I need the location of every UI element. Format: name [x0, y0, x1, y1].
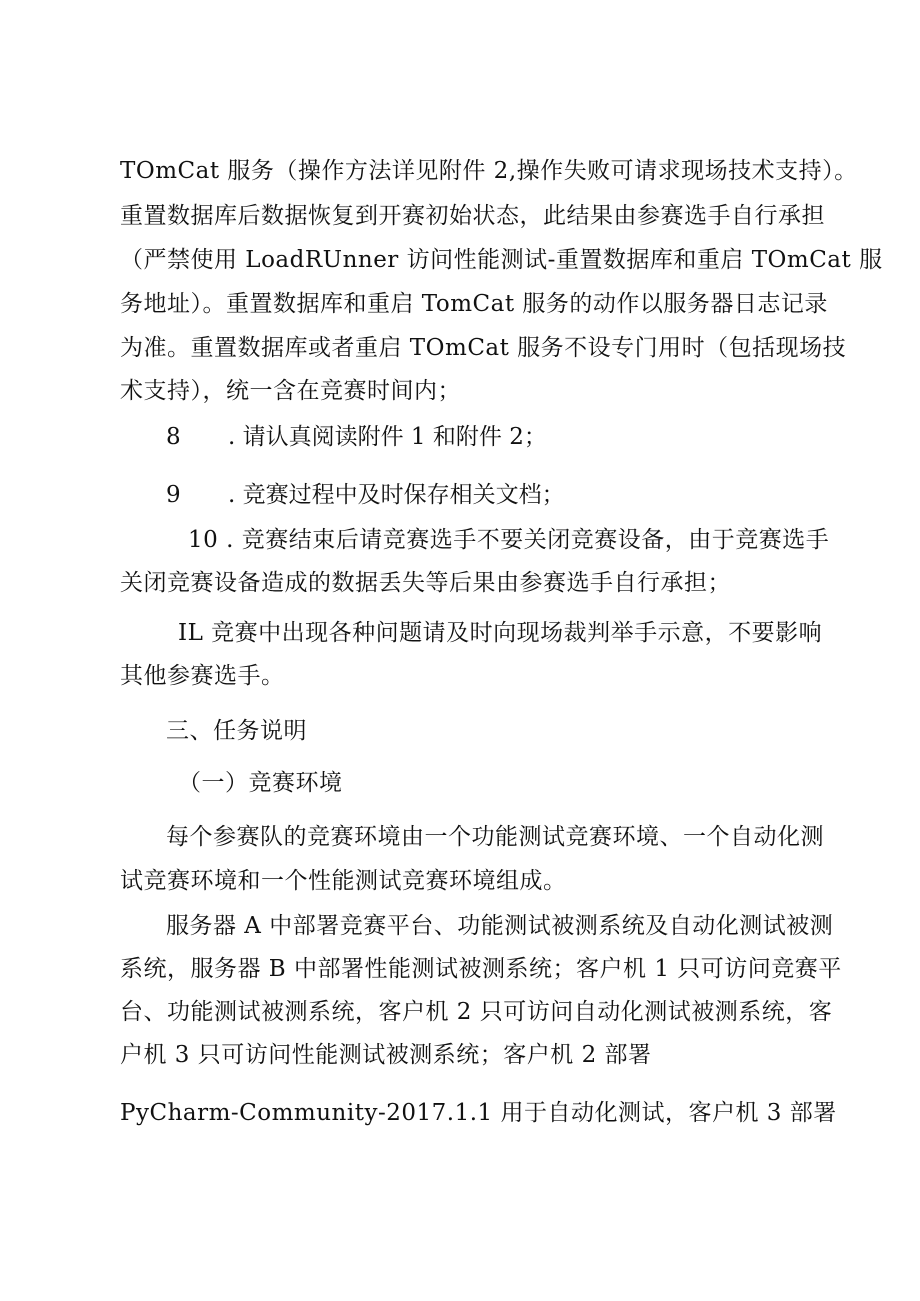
rule-7-line-3: （严禁使用 LoadRUnner 访问性能测试-重置数据库和重启 TOmCat 服	[120, 247, 883, 273]
servers-line-4: 户机 3 只可访问性能测试被测系统；客户机 2 部署	[120, 1042, 652, 1068]
item-8-text: . 请认真阅读附件 1 和附件 2；	[228, 424, 547, 450]
rule-7-line-1: TOmCat 服务（操作方法详见附件 2,操作失败可请求现场技术支持）。	[120, 158, 858, 184]
item-9-number: 9	[166, 482, 181, 508]
item-10-line-2: 关闭竞赛设备造成的数据丢失等后果由参赛选手自行承担；	[120, 570, 731, 596]
rule-7-line-4: 务地址）。重置数据库和重启 TomCat 服务的动作以服务器日志记录	[120, 291, 828, 317]
item-9-text: . 竞赛过程中及时保存相关文档；	[228, 482, 565, 508]
item-8-number: 8	[166, 424, 181, 450]
pycharm-line: PyCharm-Community-2017.1.1 用于自动化测试，客户机 3 部署	[120, 1100, 837, 1126]
item-10-line-1: 10 . 竞赛结束后请竞赛选手不要关闭竞赛设备，由于竞赛选手	[188, 527, 830, 553]
servers-line-3: 台、功能测试被测系统，客户机 2 只可访问自动化测试被测系统，客	[120, 999, 833, 1025]
section-heading: 三、任务说明	[166, 718, 307, 744]
rule-7-line-5: 为准。重置数据库或者重启 TOmCat 服务不设专门用时（包括现场技	[120, 335, 847, 361]
rule-7-line-6: 术支持），统一含在竞赛时间内；	[120, 378, 461, 404]
item-11-line-1: IL 竞赛中出现各种问题请及时向现场裁判举手示意，不要影响	[178, 620, 823, 646]
servers-line-2: 系统，服务器 B 中部署性能测试被测系统；客户机 1 只可访问竞赛平	[120, 956, 842, 982]
rule-7-line-2: 重置数据库后数据恢复到开赛初始状态，此结果由参赛选手自行承担	[120, 203, 825, 229]
item-11-line-2: 其他参赛选手。	[120, 663, 285, 689]
env-line-1: 每个参赛队的竞赛环境由一个功能测试竞赛环境、一个自动化测	[166, 824, 824, 850]
servers-line-1: 服务器 A 中部署竞赛平台、功能测试被测系统及自动化测试被测	[166, 913, 834, 939]
env-line-2: 试竞赛环境和一个性能测试竞赛环境组成。	[120, 868, 567, 894]
subsection-heading: （一）竞赛环境	[178, 770, 343, 796]
